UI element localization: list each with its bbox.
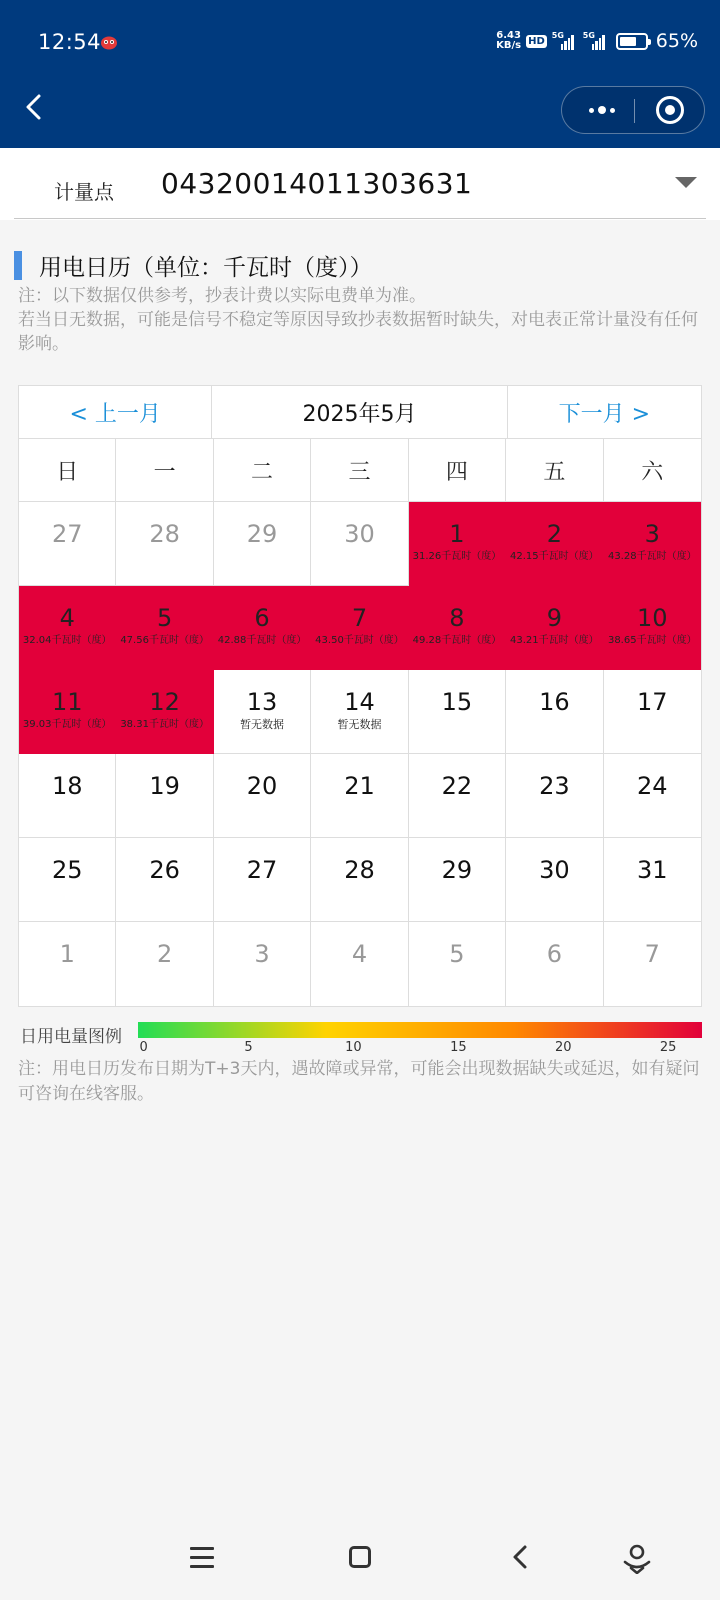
battery-fill [620, 37, 636, 46]
day-number: 20 [246, 772, 278, 800]
calendar-day-cell[interactable] [311, 670, 408, 754]
day-usage-value: 38.65千瓦时（度） [607, 635, 697, 646]
day-number: 13 [246, 688, 278, 716]
calendar-day-cell[interactable] [409, 502, 506, 586]
calendar-day-cell[interactable] [19, 670, 116, 754]
calendar-day-cell[interactable] [409, 754, 506, 838]
month-title: 2025年5月 [212, 386, 507, 438]
section-accent-bar [14, 251, 22, 280]
metering-point-value[interactable]: 04320014011303631 [161, 167, 473, 200]
day-number: 18 [51, 772, 83, 800]
net-speed-unit: KB/s [496, 40, 522, 51]
day-number: 10 [637, 604, 668, 632]
day-number: 2 [156, 940, 173, 968]
day-number: 6 [546, 940, 562, 968]
calendar-day-cell[interactable] [311, 922, 408, 1006]
signal-icon [583, 32, 607, 50]
usage-calendar [18, 385, 702, 1007]
calendar-day-cell[interactable] [214, 502, 311, 586]
day-number: 17 [637, 688, 668, 716]
capsule-divider [634, 99, 635, 123]
weekday-label: 日 [19, 439, 116, 501]
status-time: 12:54 [38, 30, 102, 54]
day-number: 7 [351, 604, 368, 632]
calendar-day-cell[interactable] [311, 754, 408, 838]
calendar-day-cell[interactable] [19, 502, 116, 586]
day-number: 7 [644, 940, 660, 968]
calendar-day-cell[interactable] [19, 754, 116, 838]
weekday-row [19, 439, 701, 502]
home-icon[interactable] [349, 1546, 371, 1568]
day-number: 31 [637, 856, 668, 884]
status-indicators [496, 30, 698, 52]
day-number: 3 [644, 520, 660, 548]
calendar-day-cell[interactable] [214, 922, 311, 1006]
legend-tick: 5 [244, 1040, 253, 1055]
day-number: 19 [149, 772, 180, 800]
calendar-day-cell[interactable] [409, 922, 506, 1006]
calendar-day-cell[interactable] [116, 754, 213, 838]
day-usage-value: 38.31千瓦时（度） [120, 719, 209, 730]
dropdown-arrow-icon[interactable] [675, 177, 697, 188]
weekday-label: 五 [506, 439, 603, 501]
day-usage-value: 43.21千瓦时（度） [510, 635, 599, 646]
day-number: 28 [344, 856, 375, 884]
day-number: 5 [449, 940, 465, 968]
selector-underline [14, 218, 706, 219]
legend-tick: 25 [659, 1040, 677, 1055]
calendar-day-cell[interactable] [506, 502, 603, 586]
calendar-day-cell[interactable] [506, 670, 603, 754]
calendar-day-cell[interactable] [604, 670, 701, 754]
battery-percent: 65% [655, 30, 698, 52]
calendar-day-cell[interactable] [116, 838, 213, 922]
weekday-label: 三 [311, 439, 408, 501]
sim2-label: 5G [582, 31, 595, 40]
footer-note: 注：用电日历发布日期为T+3天内，遇故障或异常，可能会出现数据缺失或延迟，如有疑问可咨询在线客服。 [18, 1059, 700, 1104]
assistant-icon[interactable] [621, 1542, 653, 1574]
calendar-day-cell[interactable] [604, 502, 701, 586]
menu-icon[interactable] [190, 1547, 214, 1569]
day-number: 27 [246, 856, 278, 884]
weekday-label: 六 [641, 459, 664, 485]
day-usage-value: 42.88千瓦时（度） [217, 635, 307, 646]
legend-tick: 15 [450, 1040, 467, 1055]
calendar-day-cell[interactable] [19, 586, 116, 670]
weekday-label: 四 [409, 439, 506, 501]
calendar-day-cell[interactable] [604, 754, 701, 838]
calendar-day-cell[interactable] [604, 922, 701, 1006]
day-number: 29 [441, 856, 473, 884]
chevron-left-icon[interactable] [20, 92, 50, 122]
calendar-day-cell[interactable] [116, 922, 213, 1006]
app-header [0, 0, 720, 148]
day-number: 22 [441, 772, 473, 800]
day-number: 25 [51, 856, 83, 884]
day-number: 4 [351, 940, 368, 968]
day-number: 30 [539, 856, 570, 884]
legend-tick: 0 [139, 1040, 148, 1055]
day-grid [19, 502, 701, 1006]
calendar-day-cell[interactable] [116, 586, 213, 670]
day-number: 26 [149, 856, 180, 884]
calendar-day-cell[interactable] [311, 838, 408, 922]
day-number: 12 [149, 688, 180, 716]
calendar-day-cell[interactable] [214, 586, 311, 670]
calendar-day-cell[interactable] [604, 586, 701, 670]
day-number: 4 [59, 604, 75, 632]
calendar-day-cell[interactable] [116, 502, 213, 586]
day-number: 5 [156, 604, 173, 632]
day-number: 11 [51, 688, 83, 716]
day-usage-value: 39.03千瓦时（度） [22, 719, 112, 730]
section-title: 用电日历（单位：千瓦时（度）） [39, 254, 373, 281]
battery-icon [616, 33, 648, 50]
day-usage-value: 47.56千瓦时（度） [120, 635, 209, 646]
legend-tick: 10 [345, 1040, 362, 1055]
day-usage-value: 42.15千瓦时（度） [510, 551, 599, 562]
day-usage-value: 43.50千瓦时（度） [315, 635, 404, 646]
day-number: 21 [344, 772, 375, 800]
calendar-day-cell[interactable] [506, 754, 603, 838]
day-usage-value: 32.04千瓦时（度） [22, 635, 112, 646]
day-number: 9 [546, 604, 562, 632]
day-usage-value: 31.26千瓦时（度） [412, 551, 502, 562]
legend-label: 日用电量图例 [20, 1027, 122, 1047]
network-speed [496, 31, 521, 51]
prev-month-button[interactable]: < 上一月 [19, 386, 212, 438]
mini-program-capsule [561, 86, 705, 134]
day-usage-value: 49.28千瓦时（度） [412, 635, 502, 646]
day-number: 3 [254, 940, 270, 968]
calendar-header [19, 386, 701, 439]
section-header [14, 250, 373, 280]
calendar-day-cell[interactable] [19, 922, 116, 1006]
day-number: 14 [344, 688, 375, 716]
calendar-day-cell[interactable] [214, 670, 311, 754]
app-notification-icon [100, 34, 118, 50]
legend-tick: 20 [554, 1040, 572, 1055]
day-number: 16 [539, 688, 570, 716]
hd-badge: HD [528, 35, 545, 47]
day-number: 1 [59, 940, 75, 968]
metering-point-selector[interactable] [0, 148, 720, 220]
day-number: 28 [149, 520, 180, 548]
day-number: 15 [441, 688, 473, 716]
calendar-day-cell[interactable] [409, 586, 506, 670]
next-month-button[interactable]: 下一月 > [558, 401, 651, 427]
calendar-day-cell[interactable] [409, 670, 506, 754]
no-data-label: 暂无数据 [337, 718, 382, 731]
calendar-day-cell[interactable] [409, 838, 506, 922]
calendar-day-cell[interactable] [311, 586, 408, 670]
calendar-day-cell[interactable] [311, 502, 408, 586]
day-number: 8 [449, 604, 465, 632]
calendar-day-cell[interactable] [506, 838, 603, 922]
calendar-day-cell[interactable] [604, 838, 701, 922]
system-nav-bar [0, 1530, 720, 1600]
weekday-label: 一 [116, 439, 213, 501]
no-data-label: 暂无数据 [240, 718, 285, 731]
signal-icon [552, 32, 574, 50]
day-number: 1 [449, 520, 465, 548]
calendar-day-cell[interactable] [214, 838, 311, 922]
target-circle-icon[interactable] [656, 96, 684, 124]
metering-point-label: 计量点 [54, 180, 114, 204]
calendar-day-cell[interactable] [19, 838, 116, 922]
day-number: 6 [254, 604, 270, 632]
day-number: 24 [637, 772, 668, 800]
calendar-day-cell[interactable] [214, 754, 311, 838]
legend-gradient-bar [138, 1022, 702, 1038]
day-number: 29 [246, 520, 278, 548]
section-note: 注：以下数据仅供参考，抄表计费以实际电费单为准。 若当日无数据，可能是信号不稳定等原因导致抄表数据暂时缺失，对电表正常计量没有任何影响。 [18, 286, 698, 354]
calendar-day-cell[interactable] [116, 670, 213, 754]
calendar-day-cell[interactable] [506, 922, 603, 1006]
day-number: 2 [546, 520, 562, 548]
calendar-day-cell[interactable] [506, 586, 603, 670]
sim1-label: 5G [551, 31, 564, 40]
back-icon[interactable] [508, 1544, 534, 1570]
legend-ticks [138, 1040, 702, 1056]
day-number: 27 [51, 520, 83, 548]
day-number: 23 [539, 772, 570, 800]
net-speed-value: 6.43 [496, 30, 521, 41]
day-usage-value: 43.28千瓦时（度） [607, 551, 697, 562]
day-number: 30 [344, 520, 375, 548]
weekday-label: 二 [214, 439, 311, 501]
more-dots-icon[interactable] [572, 87, 632, 133]
